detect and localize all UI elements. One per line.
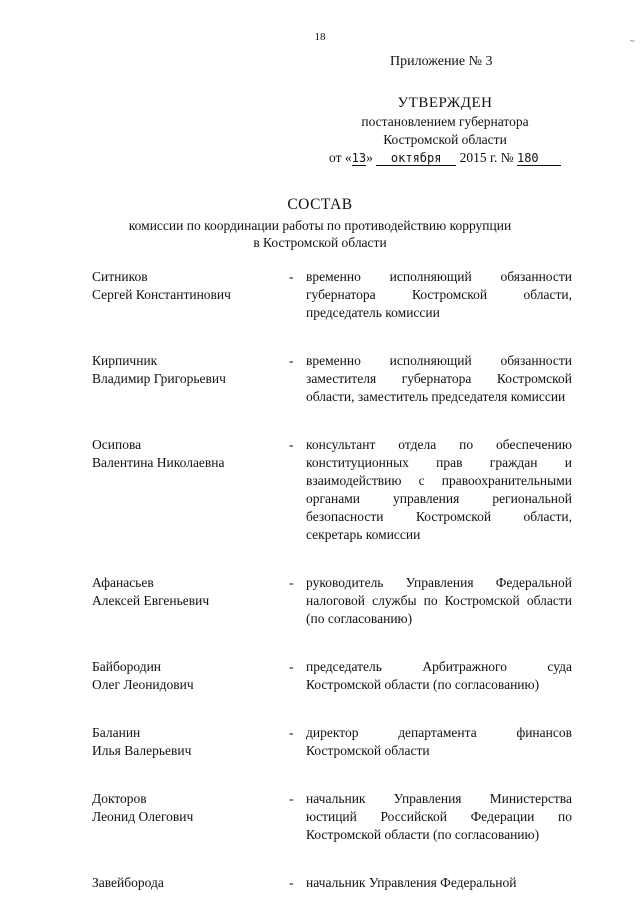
document-title: СОСТАВ: [287, 196, 353, 213]
member-dash: -: [289, 659, 294, 674]
subtitle-line-2: в Костромской области: [253, 235, 387, 250]
member-row: [92, 724, 572, 760]
member-role: директор департамента финансов Костромской области: [306, 725, 572, 758]
date-quote-close: »: [366, 150, 373, 165]
member-role: председатель Арбитражного суда Костромской области (по согласованию): [306, 659, 572, 692]
member-given-name: Сергей Константинович: [92, 287, 231, 302]
member-role: начальник Управления Федеральной: [306, 875, 517, 890]
member-surname: Докторов: [92, 791, 147, 806]
annex-label: Приложение № 3: [390, 54, 493, 69]
member-list: [92, 268, 572, 922]
member-surname: Байбородин: [92, 659, 162, 674]
date-year: 2015 г. №: [459, 150, 514, 165]
member-name: [92, 724, 289, 760]
approval-block: [320, 94, 570, 167]
document-subtitle: [0, 217, 640, 251]
member-given-name: Илья Валерьевич: [92, 743, 192, 758]
page-number: 18: [314, 31, 326, 43]
member-surname: Афанасьев: [92, 575, 154, 590]
member-name: [92, 574, 289, 628]
date-month: октября: [376, 151, 456, 166]
member-name: [92, 790, 289, 844]
member-name: [92, 874, 289, 892]
subtitle-line-1: комиссии по координации работы по противодействию коррупции: [128, 218, 512, 233]
member-role: начальник Управления Министерства юстиций Российской Федерации по Костромской области (по согласованию): [306, 791, 572, 842]
member-dash: -: [289, 791, 294, 806]
member-role: временно исполняющий обязанности заместителя губернатора Костромской области, заместитель председателя комиссии: [306, 353, 572, 404]
member-row: [92, 658, 572, 694]
member-surname: Осипова: [92, 437, 142, 452]
member-name: [92, 268, 289, 322]
date-prefix: от «: [329, 150, 352, 165]
member-surname: Ситников: [92, 269, 148, 284]
member-name: [92, 352, 289, 406]
member-dash: -: [289, 875, 294, 890]
member-given-name: Владимир Григорьевич: [92, 371, 226, 386]
member-row: [92, 790, 572, 844]
member-surname: Кирпичник: [92, 353, 158, 368]
member-name: [92, 436, 289, 544]
member-given-name: Леонид Олегович: [92, 809, 194, 824]
member-role: консультант отдела по обеспечению конституционных прав граждан и взаимодействию с правоохранительными органами управления региональной безопасности Костромской области, секретарь комиссии: [306, 437, 572, 542]
approval-line-2: Костромской области: [383, 132, 507, 147]
member-role: руководитель Управления Федеральной налоговой службы по Костромской области (по согласованию): [306, 575, 572, 626]
member-given-name: Валентина Николаевна: [92, 455, 225, 470]
member-row: [92, 874, 572, 892]
member-given-name: Олег Леонидович: [92, 677, 194, 692]
approval-date-line: [320, 149, 570, 167]
date-day: 13: [351, 151, 367, 165]
member-surname: Баланин: [92, 725, 141, 740]
member-given-name: Алексей Евгеньевич: [92, 593, 210, 608]
approval-line-1: постановлением губернатора: [361, 114, 529, 129]
member-surname: Завейборода: [92, 875, 164, 890]
member-dash: -: [289, 353, 294, 368]
decree-number: 180: [517, 151, 561, 166]
member-role: временно исполняющий обязанности губернатора Костромской области, председатель комиссии: [306, 269, 572, 320]
member-row: [92, 268, 572, 322]
member-row: [92, 352, 572, 406]
member-row: [92, 436, 572, 544]
approval-heading: УТВЕРЖДЕН: [397, 95, 493, 111]
corner-mark: ~: [630, 36, 635, 46]
member-name: [92, 658, 289, 694]
member-dash: -: [289, 725, 294, 740]
member-dash: -: [289, 269, 294, 284]
member-dash: -: [289, 437, 294, 452]
member-dash: -: [289, 575, 294, 590]
member-row: [92, 574, 572, 628]
